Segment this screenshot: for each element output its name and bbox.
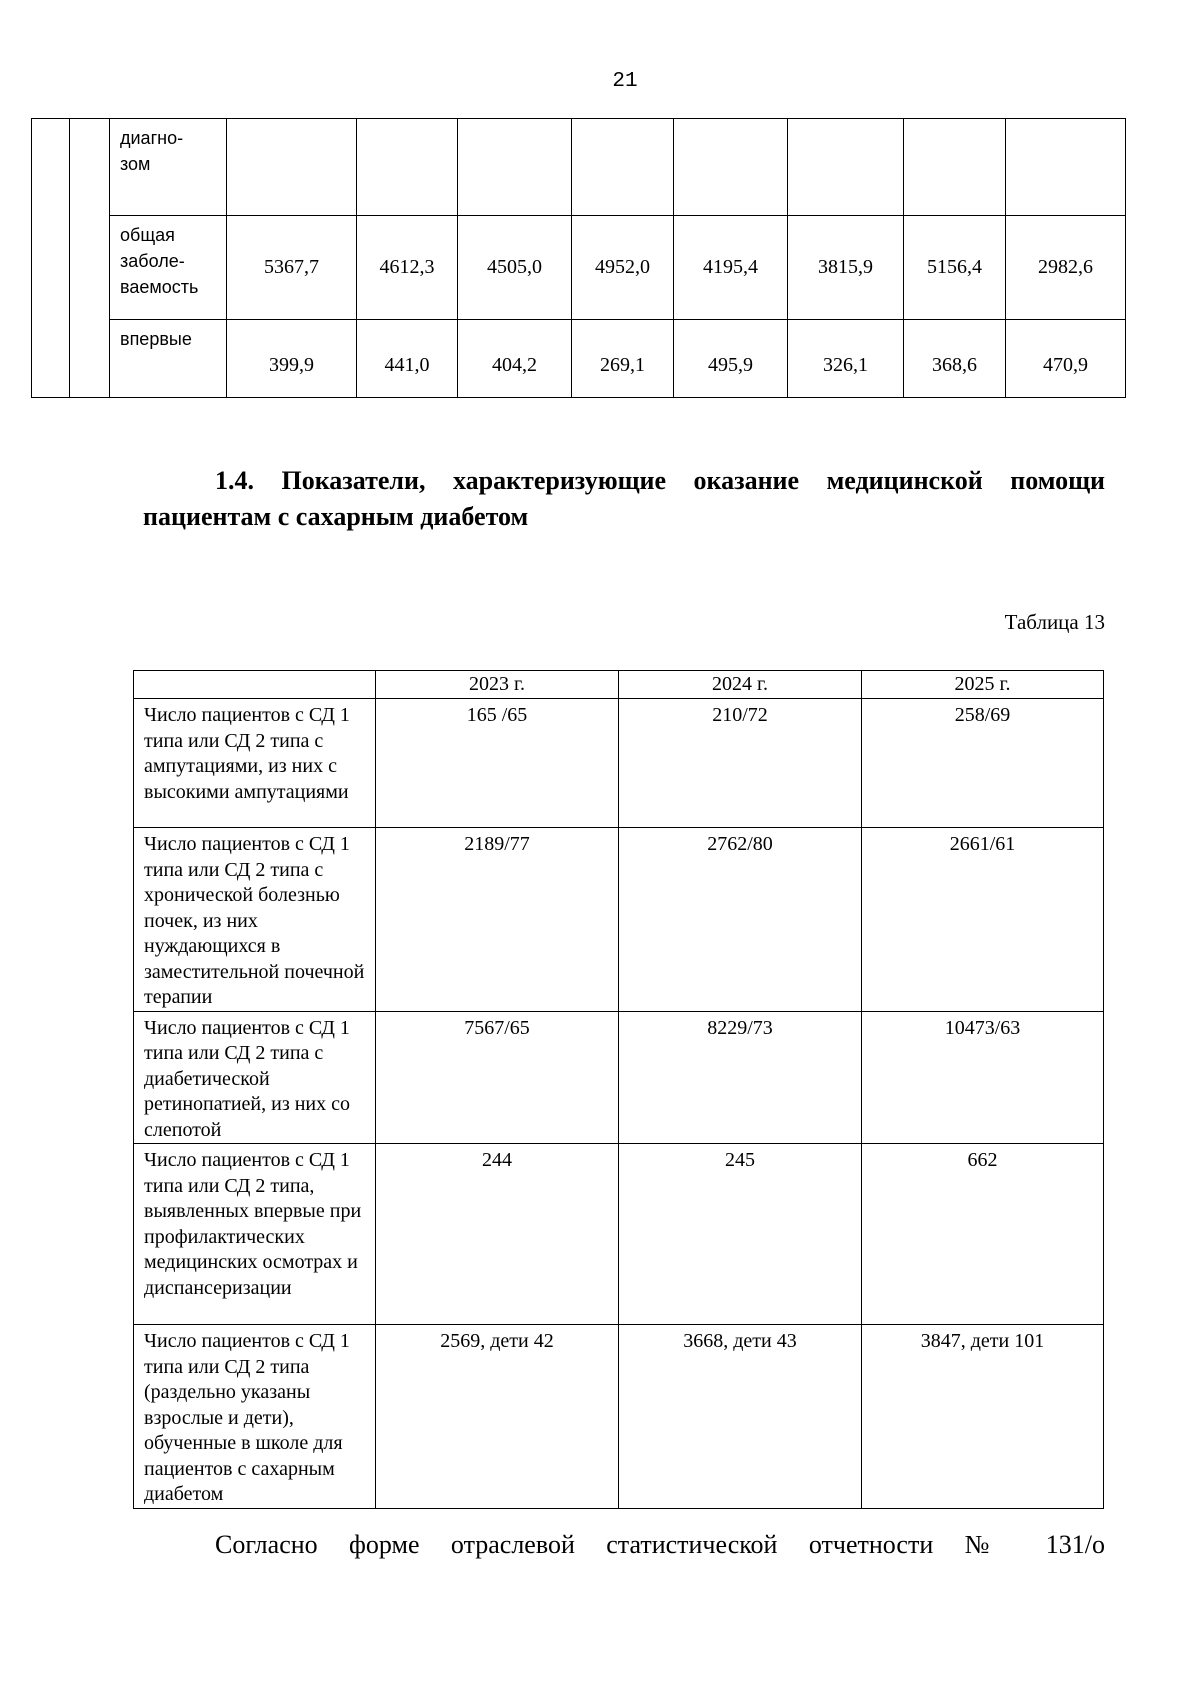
table-cell xyxy=(357,119,458,216)
table-13 xyxy=(133,670,1104,1509)
table-cell: 368,6 xyxy=(904,320,1006,398)
table-row xyxy=(134,828,1104,1012)
table-row xyxy=(134,1011,1104,1144)
row-label: Число пациентов с СД 1 типа или СД 2 типа, выявленных впервые при профилактических медицинских осмотрах и диспансеризации xyxy=(134,1144,376,1325)
table-cell: 165 /65 xyxy=(376,699,619,828)
table-cell: 4505,0 xyxy=(458,216,572,320)
table-cell: 210/72 xyxy=(619,699,862,828)
table-cell: 3847, дети 101 xyxy=(862,1325,1104,1509)
table-row xyxy=(134,1144,1104,1325)
table-row xyxy=(32,320,1126,398)
table-cell: 269,1 xyxy=(572,320,674,398)
section-heading-line2: пациентам с сахарным диабетом xyxy=(143,502,529,531)
header-cell: 2025 г. xyxy=(862,671,1104,699)
table-cell: 2569, дети 42 xyxy=(376,1325,619,1509)
table-cell: 404,2 xyxy=(458,320,572,398)
label-line: впервые xyxy=(120,329,192,349)
table-cell xyxy=(674,119,788,216)
table-cell: 2189/77 xyxy=(376,828,619,1012)
table-cell: 3815,9 xyxy=(788,216,904,320)
row-label: Число пациентов с СД 1 типа или СД 2 типа (раздельно указаны взрослые и дети), обученные в школе для пациентов с сахарным диабетом xyxy=(134,1325,376,1509)
table-cell: 399,9 xyxy=(227,320,357,398)
empty-cell xyxy=(32,119,70,398)
header-cell: 2024 г. xyxy=(619,671,862,699)
table-cell: 4952,0 xyxy=(572,216,674,320)
table-cell: 5156,4 xyxy=(904,216,1006,320)
table-cell: 4195,4 xyxy=(674,216,788,320)
row-label: Число пациентов с СД 1 типа или СД 2 типа с ампутациями, из них с высокими ампутациями xyxy=(134,699,376,828)
row-label xyxy=(110,216,227,320)
table-cell xyxy=(904,119,1006,216)
table-cell xyxy=(572,119,674,216)
row-label: Число пациентов с СД 1 типа или СД 2 типа с диабетической ретинопатией, из них со слепотой xyxy=(134,1011,376,1144)
table-caption: Таблица 13 xyxy=(1004,610,1105,634)
row-label: Число пациентов с СД 1 типа или СД 2 типа с хронической болезнью почек, из них нуждающихся в заместительной почечной терапии xyxy=(134,828,376,1012)
table-cell xyxy=(1006,119,1126,216)
header-cell xyxy=(134,671,376,699)
table-cell: 326,1 xyxy=(788,320,904,398)
table-row xyxy=(134,1325,1104,1509)
table-row xyxy=(32,216,1126,320)
table-cell: 258/69 xyxy=(862,699,1104,828)
table-cell: 441,0 xyxy=(357,320,458,398)
table-row xyxy=(32,119,1126,216)
label-line: заболе- xyxy=(120,251,185,271)
table-cell xyxy=(788,119,904,216)
label-line: диагно- xyxy=(120,128,184,148)
body-paragraph: Согласно форме отраслевой статистической отчетности № 131/о xyxy=(215,1530,1105,1559)
page-number: 21 xyxy=(612,70,638,93)
table-cell xyxy=(458,119,572,216)
table-cell: 244 xyxy=(376,1144,619,1325)
table-cell: 3668, дети 43 xyxy=(619,1325,862,1509)
row-label xyxy=(110,119,227,216)
row-label xyxy=(110,320,227,398)
table-row xyxy=(134,699,1104,828)
table-cell: 8229/73 xyxy=(619,1011,862,1144)
label-line: общая xyxy=(120,225,175,245)
table-cell: 10473/63 xyxy=(862,1011,1104,1144)
table-cell: 662 xyxy=(862,1144,1104,1325)
section-heading-line1: 1.4. Показатели, характеризующие оказание медицинской помощи xyxy=(215,466,1105,495)
label-line: ваемость xyxy=(120,277,199,297)
header-cell: 2023 г. xyxy=(376,671,619,699)
table-cell: 7567/65 xyxy=(376,1011,619,1144)
section-heading xyxy=(143,463,1105,535)
table-cell: 470,9 xyxy=(1006,320,1126,398)
table-cell: 2982,6 xyxy=(1006,216,1126,320)
table-cell: 245 xyxy=(619,1144,862,1325)
label-line: зом xyxy=(120,154,151,174)
table-cell: 4612,3 xyxy=(357,216,458,320)
table-cell: 5367,7 xyxy=(227,216,357,320)
table-cell xyxy=(227,119,357,216)
empty-cell xyxy=(70,119,110,398)
table-cell: 2762/80 xyxy=(619,828,862,1012)
continuation-table xyxy=(31,118,1126,398)
table-header-row xyxy=(134,671,1104,699)
table-cell: 495,9 xyxy=(674,320,788,398)
table-cell: 2661/61 xyxy=(862,828,1104,1012)
